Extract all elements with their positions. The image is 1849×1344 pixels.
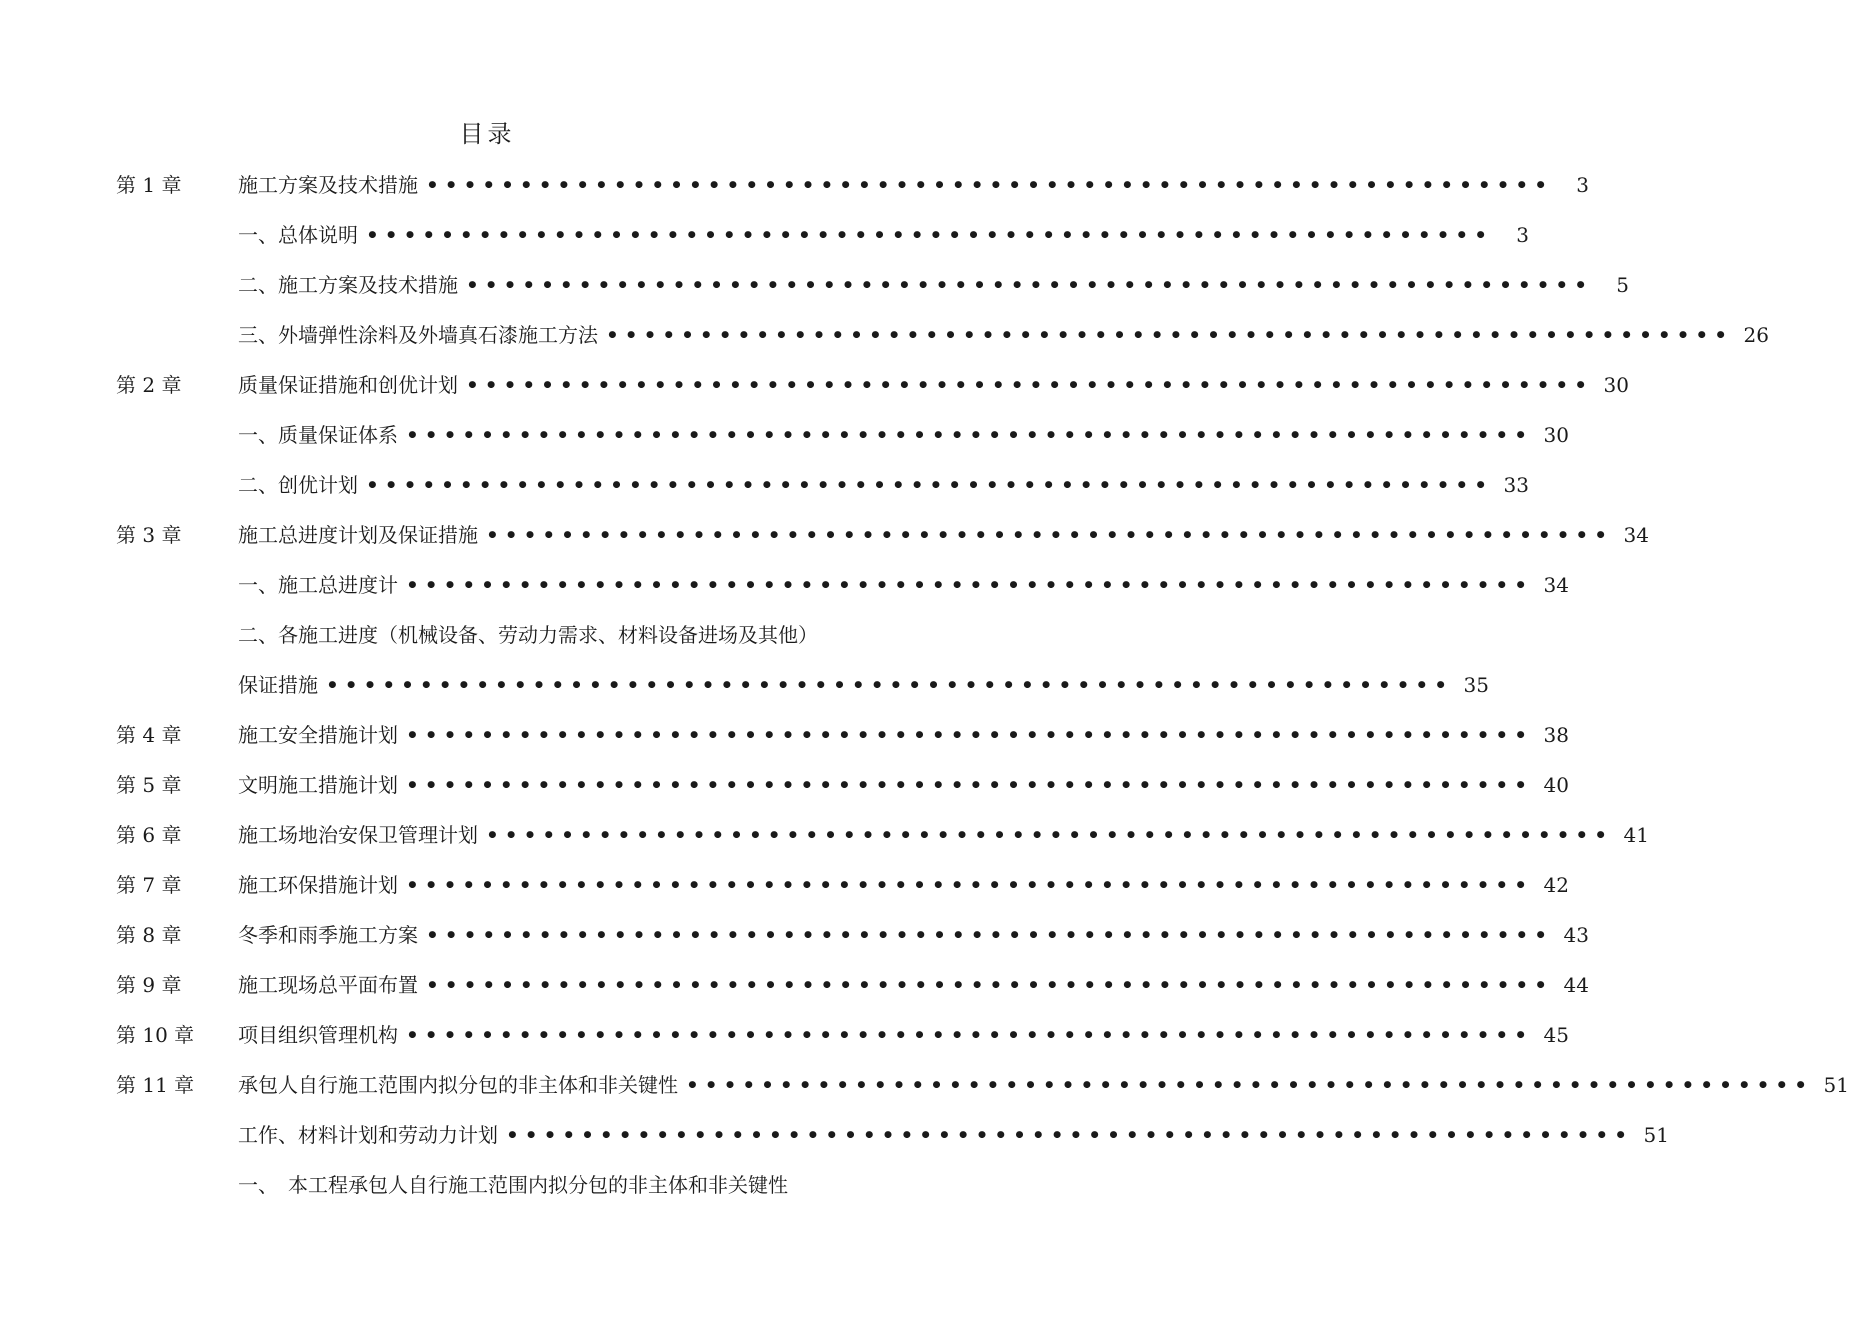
toc-entry-text: 二、创优计划 <box>238 473 358 497</box>
toc-page-number: 35 <box>1463 673 1489 697</box>
toc-chapter-label: 第 11 章 <box>116 1073 195 1097</box>
toc-entry-link[interactable] <box>238 210 1529 260</box>
dot-leader: •••••••••••••••••••••••••••••••••••••••••••••••••••••••••••• <box>406 773 1533 797</box>
toc-entry-link[interactable] <box>238 360 1629 410</box>
dot-leader: •••••••••••••••••••••••••••••••••••••••••••••••••••••••••••• <box>486 823 1613 847</box>
toc-page-number: 40 <box>1543 773 1569 797</box>
toc-entry-text: 项目组织管理机构 <box>238 1023 398 1047</box>
table-of-contents <box>0 160 1849 1210</box>
dot-leader: •••••••••••••••••••••••••••••••••••••••••••••••••••••••••••• <box>366 223 1493 247</box>
toc-title: 目录 <box>459 120 516 148</box>
toc-entry-text: 一、质量保证体系 <box>238 423 398 447</box>
toc-entry-link[interactable] <box>238 910 1589 960</box>
toc-chapter-label: 第 10 章 <box>116 1023 195 1047</box>
toc-row <box>0 610 950 660</box>
toc-entry-link[interactable] <box>238 460 1529 510</box>
toc-page-number: 33 <box>1503 473 1529 497</box>
toc-row <box>0 510 1649 560</box>
toc-entry-text: 施工场地治安保卫管理计划 <box>238 823 478 847</box>
toc-entry-link[interactable] <box>238 760 1569 810</box>
toc-page-number: 3 <box>1516 223 1529 247</box>
dot-leader: •••••••••••••••••••••••••••••••••••••••••••••••••••••••••••• <box>406 423 1533 447</box>
toc-entry-text: 施工总进度计划及保证措施 <box>238 523 478 547</box>
toc-page-number: 26 <box>1743 323 1769 347</box>
toc-entry-text: 二、各施工进度（机械设备、劳动力需求、材料设备进场及其他） <box>238 623 818 647</box>
toc-chapter-label: 第 7 章 <box>116 873 182 897</box>
toc-page-number: 41 <box>1623 823 1649 847</box>
toc-row <box>0 160 1589 210</box>
toc-entry-link[interactable] <box>238 160 1589 210</box>
toc-entry-text: 施工现场总平面布置 <box>238 973 418 997</box>
toc-entry-text: 保证措施 <box>238 673 318 697</box>
toc-row <box>0 710 1569 760</box>
toc-entry-text: 冬季和雨季施工方案 <box>238 923 418 947</box>
toc-entry-link[interactable] <box>238 810 1649 860</box>
toc-row <box>0 1010 1569 1060</box>
toc-page-number: 3 <box>1576 173 1589 197</box>
toc-row <box>0 560 1569 610</box>
toc-entry-text: 一、施工总进度计 <box>238 573 398 597</box>
dot-leader: •••••••••••••••••••••••••••••••••••••••••••••••••••••••••••• <box>406 573 1533 597</box>
toc-page-number: 34 <box>1543 573 1569 597</box>
toc-chapter-label: 第 3 章 <box>116 523 182 547</box>
toc-entry-text: 一、总体说明 <box>238 223 358 247</box>
toc-entry-link[interactable] <box>238 510 1649 560</box>
toc-row <box>0 810 1649 860</box>
dot-leader: •••••••••••••••••••••••••••••••••••••••••••••••••••••••••••• <box>406 1023 1533 1047</box>
toc-page-number: 51 <box>1643 1123 1669 1147</box>
toc-entry-text: 施工安全措施计划 <box>238 723 398 747</box>
toc-entry-link[interactable] <box>238 610 860 660</box>
dot-leader: •••••••••••••••••••••••••••••••••••••••••••••••••••••••••••• <box>406 873 1533 897</box>
dot-leader: •••••••••••••••••••••••••••••••••••••••••••••••••••••••••••• <box>686 1073 1813 1097</box>
toc-page-number: 51 <box>1823 1073 1849 1097</box>
toc-chapter-label: 第 6 章 <box>116 823 182 847</box>
dot-leader: •••••••••••••••••••••••••••••••••••••••••••••••••••••••••••• <box>326 673 1453 697</box>
toc-entry-link[interactable] <box>238 560 1569 610</box>
toc-row <box>0 910 1589 960</box>
toc-row <box>0 860 1569 910</box>
dot-leader: •••••••••••••••••••••••••••••••••••••••••••••••••••••••••••• <box>486 523 1613 547</box>
dot-leader: •••••••••••••••••••••••••••••••••••••••••••••••••••••••••••• <box>426 173 1553 197</box>
toc-row <box>0 310 1769 360</box>
toc-page-number: 30 <box>1603 373 1629 397</box>
toc-entry-text: 文明施工措施计划 <box>238 773 398 797</box>
toc-chapter-label: 第 5 章 <box>116 773 182 797</box>
toc-row <box>0 960 1589 1010</box>
toc-entry-link[interactable] <box>238 410 1569 460</box>
toc-row <box>0 210 1529 260</box>
toc-chapter-label: 第 1 章 <box>116 173 182 197</box>
toc-page-number: 5 <box>1616 273 1629 297</box>
toc-entry-text: 施工环保措施计划 <box>238 873 398 897</box>
toc-row <box>0 460 1529 510</box>
toc-row <box>0 1160 950 1210</box>
toc-entry-link[interactable] <box>238 660 1489 710</box>
toc-row <box>0 1110 1669 1160</box>
toc-entry-link[interactable] <box>238 1060 1849 1110</box>
toc-page-number: 45 <box>1543 1023 1569 1047</box>
toc-entry-link[interactable] <box>238 1110 1669 1160</box>
toc-entry-text: 承包人自行施工范围内拟分包的非主体和非关键性 <box>238 1073 678 1097</box>
toc-chapter-label: 第 2 章 <box>116 373 182 397</box>
toc-entry-link[interactable] <box>238 860 1569 910</box>
toc-entry-link[interactable] <box>238 1010 1569 1060</box>
toc-row <box>0 360 1629 410</box>
toc-row <box>0 410 1569 460</box>
toc-entry-link[interactable] <box>238 1160 860 1210</box>
toc-entry-link[interactable] <box>238 960 1589 1010</box>
toc-entry-link[interactable] <box>238 710 1569 760</box>
toc-row <box>0 760 1569 810</box>
toc-entry-text: 三、外墙弹性涂料及外墙真石漆施工方法 <box>238 323 598 347</box>
dot-leader: •••••••••••••••••••••••••••••••••••••••••••••••••••••••••••• <box>366 473 1493 497</box>
toc-chapter-label: 第 4 章 <box>116 723 182 747</box>
toc-entry-link[interactable] <box>238 260 1629 310</box>
dot-leader: •••••••••••••••••••••••••••••••••••••••••••••••••••••••••••• <box>506 1123 1633 1147</box>
toc-page-number: 34 <box>1623 523 1649 547</box>
toc-page-number: 38 <box>1543 723 1569 747</box>
dot-leader: •••••••••••••••••••••••••••••••••••••••••••••••••••••••••••• <box>606 323 1733 347</box>
toc-entry-text: 工作、材料计划和劳动力计划 <box>238 1123 498 1147</box>
toc-page-number: 43 <box>1563 923 1589 947</box>
toc-entry-text: 一、 本工程承包人自行施工范围内拟分包的非主体和非关键性 <box>238 1173 788 1197</box>
dot-leader: •••••••••••••••••••••••••••••••••••••••••••••••••••••••••••• <box>406 723 1533 747</box>
dot-leader: •••••••••••••••••••••••••••••••••••••••••••••••••••••••••••• <box>426 973 1553 997</box>
toc-row <box>0 660 1489 710</box>
dot-leader: •••••••••••••••••••••••••••••••••••••••••••••••••••••••••••• <box>426 923 1553 947</box>
toc-entry-link[interactable] <box>238 310 1769 360</box>
toc-page-number: 30 <box>1543 423 1569 447</box>
toc-row <box>0 260 1629 310</box>
toc-page-number: 44 <box>1563 973 1589 997</box>
toc-entry-text: 质量保证措施和创优计划 <box>238 373 458 397</box>
toc-entry-text: 施工方案及技术措施 <box>238 173 418 197</box>
toc-chapter-label: 第 8 章 <box>116 923 182 947</box>
dot-leader: •••••••••••••••••••••••••••••••••••••••••••••••••••••••••••• <box>466 273 1593 297</box>
toc-chapter-label: 第 9 章 <box>116 973 182 997</box>
dot-leader: •••••••••••••••••••••••••••••••••••••••••••••••••••••••••••• <box>466 373 1593 397</box>
toc-row <box>0 1060 1849 1110</box>
toc-page-number: 42 <box>1543 873 1569 897</box>
toc-entry-text: 二、施工方案及技术措施 <box>238 273 458 297</box>
